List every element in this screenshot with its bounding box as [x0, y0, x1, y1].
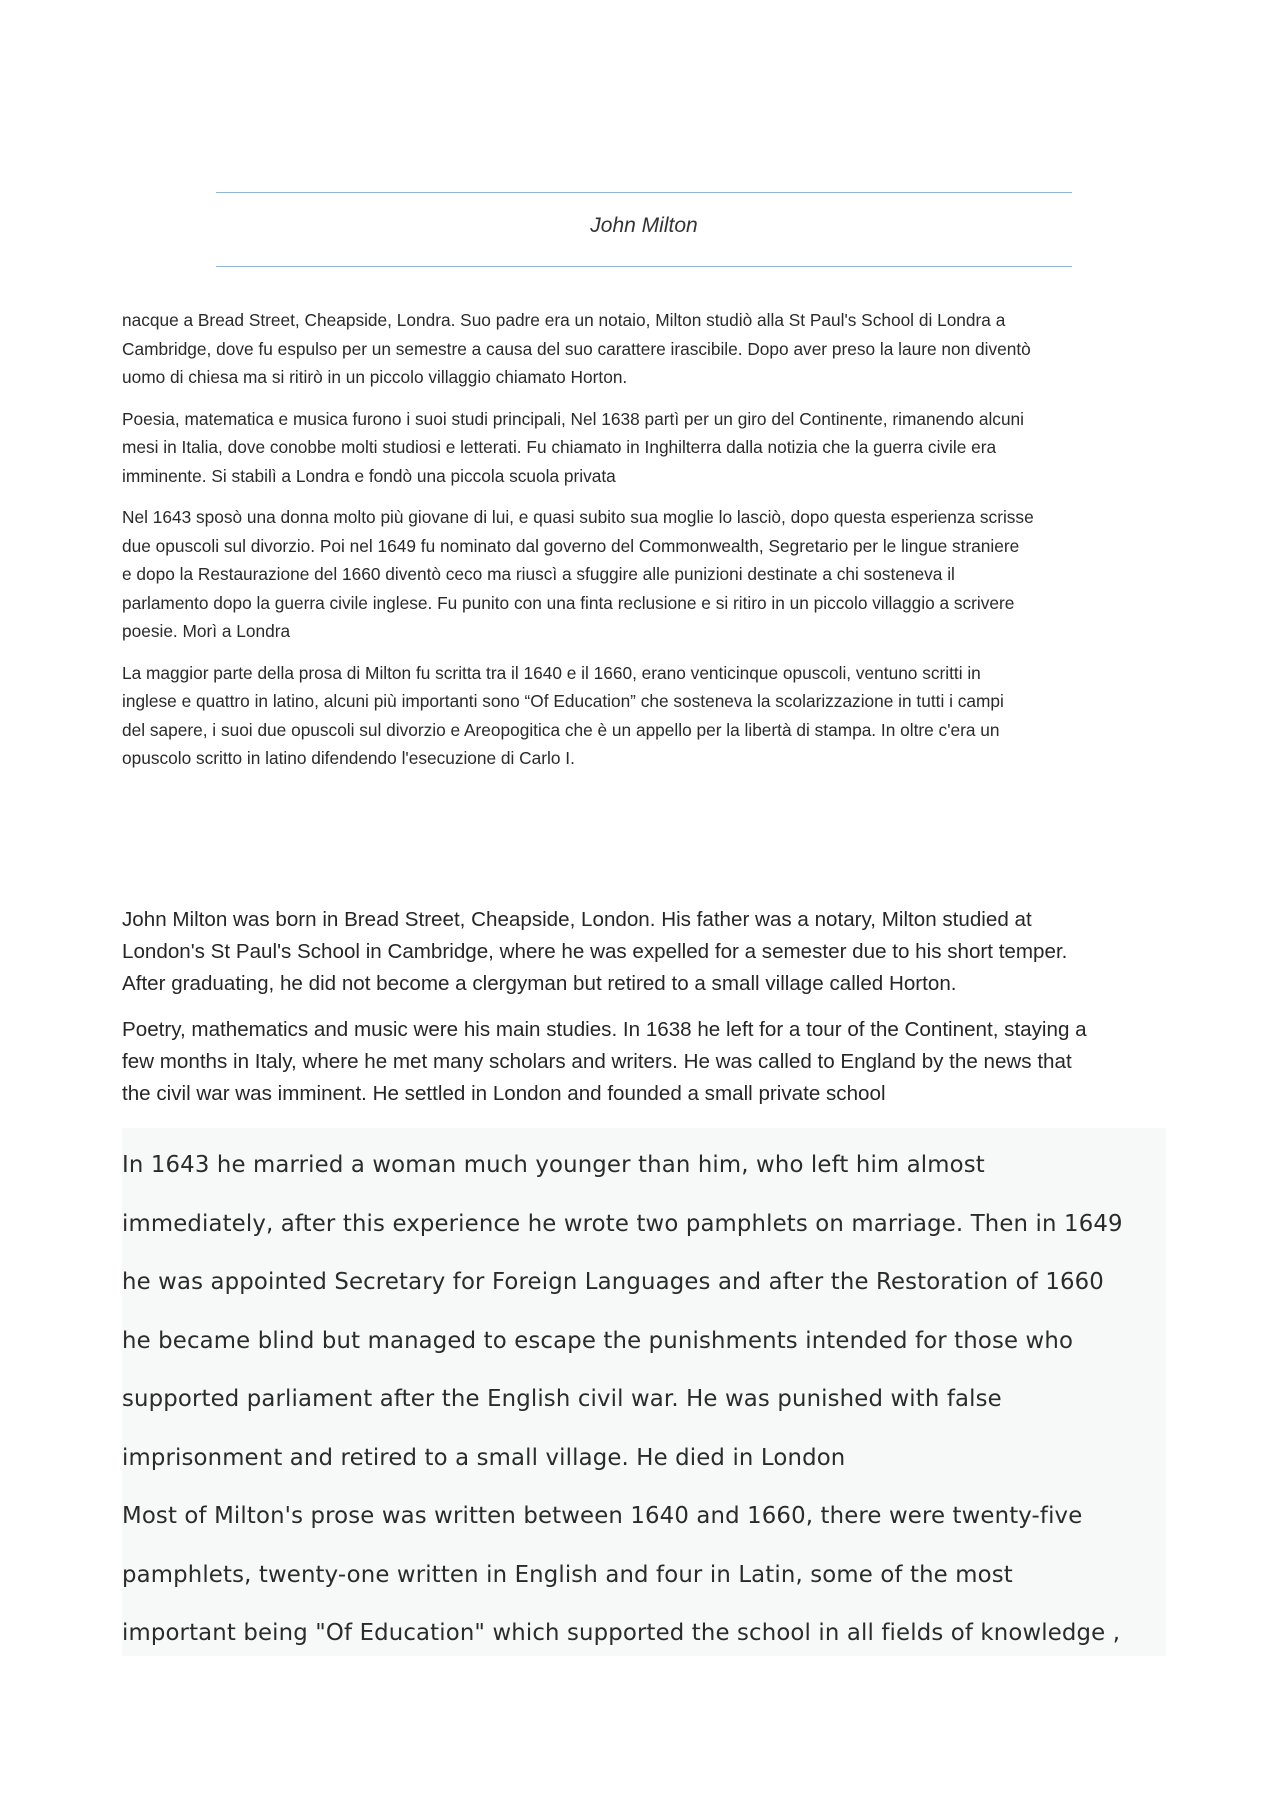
- italian-paragraph: [122, 659, 1172, 773]
- text-line: del sapere, i suoi due opuscoli sul divorzio e Areopogitica che è un appello per la libertà di stampa. In oltre c'era un: [122, 719, 1000, 740]
- text-line: Poesia, matematica e musica furono i suoi studi principali, Nel 1638 partì per un giro del Continente, rimanendo alcuni: [122, 408, 1025, 429]
- english-paragraph: [122, 904, 1172, 1000]
- text-line: imprisonment and retired to a small village. He died in London: [122, 1444, 846, 1471]
- text-line: due opuscoli sul divorzio. Poi nel 1649 fu nominato dal governo del Commonwealth, Segretario per le lingue straniere: [122, 535, 1020, 556]
- shaded-text-block: [122, 1128, 1166, 1656]
- text-line: poesie. Morì a Londra: [122, 621, 291, 641]
- header-rule-bottom: [216, 266, 1072, 267]
- text-line: uomo di chiesa ma si ritirò in un piccolo villaggio chiamato Horton.: [122, 367, 628, 387]
- text-line: the civil war was imminent. He settled in London and founded a small private school: [122, 1082, 886, 1105]
- page-title: John Milton: [590, 214, 698, 237]
- text-line: imminente. Si stabilì a Londra e fondò una piccola scuola privata: [122, 465, 616, 486]
- text-line: mesi in Italia, dove conobbe molti studiosi e letterati. Fu chiamato in Inghilterra dalla notizia che la guerra civile era: [122, 437, 997, 457]
- text-line: supported parliament after the English civil war. He was punished with false: [122, 1386, 1002, 1412]
- text-line: Most of Milton's prose was written between 1640 and 1660, there were twenty-five: [122, 1503, 1083, 1529]
- header-rule-top: [216, 192, 1072, 193]
- text-line: inglese e quattro in latino, alcuni più importanti sono “Of Education” che sosteneva la scolarizzazione in tutti i campi: [122, 691, 1004, 711]
- text-line: pamphlets, twenty-one written in English and four in Latin, some of the most: [122, 1561, 1013, 1588]
- text-line: John Milton was born in Bread Street, Cheapside, London. His father was a notary, Milton studied at: [122, 908, 1032, 931]
- italian-section: [122, 306, 1172, 786]
- text-line: important being "Of Education" which supported the school in all fields of knowledge ,: [122, 1620, 1121, 1646]
- italian-paragraph: [122, 306, 1172, 392]
- english-paragraph: [122, 1014, 1172, 1110]
- text-line: Poetry, mathematics and music were his main studies. In 1638 he left for a tour of the Continent, staying a: [122, 1018, 1087, 1041]
- english-section: [122, 904, 1172, 1124]
- text-line: immediately, after this experience he wrote two pamphlets on marriage. Then in 1649: [122, 1210, 1123, 1237]
- text-line: few months in Italy, where he met many scholars and writers. He was called to England by the news that: [122, 1050, 1072, 1073]
- italian-paragraph: [122, 503, 1172, 646]
- text-line: Nel 1643 sposò una donna molto più giovane di lui, e quasi subito sua moglie lo lasciò, dopo questa esperienza scrisse: [122, 507, 1034, 527]
- text-line: London's St Paul's School in Cambridge, where he was expelled for a semester due to his short temper.: [122, 940, 1068, 963]
- text-line: La maggior parte della prosa di Milton fu scritta tra il 1640 e il 1660, erano venticinque opuscoli, ventuno scritti in: [122, 662, 981, 683]
- text-line: Cambridge, dove fu espulso per un semestre a causa del suo carattere irascibile. Dopo aver preso la laure non diventò: [122, 338, 1031, 359]
- text-line: In 1643 he married a woman much younger than him, who left him almost: [122, 1152, 985, 1178]
- text-line: he became blind but managed to escape the punishments intended for those who: [122, 1327, 1074, 1354]
- shaded-paragraph: [122, 1128, 1166, 1663]
- text-line: After graduating, he did not become a clergyman but retired to a small village called Horton.: [122, 972, 957, 995]
- text-line: e dopo la Restaurazione del 1660 diventò ceco ma riuscì a sfuggire alle punizioni destinate a chi sosteneva il: [122, 564, 955, 584]
- text-line: nacque a Bread Street, Cheapside, Londra. Suo padre era un notaio, Milton studiò alla St Paul's School di Londra a: [122, 310, 1006, 330]
- text-line: he was appointed Secretary for Foreign Languages and after the Restoration of 1660: [122, 1269, 1104, 1295]
- text-line: opuscolo scritto in latino difendendo l'esecuzione di Carlo I.: [122, 748, 575, 768]
- text-line: parlamento dopo la guerra civile inglese. Fu punito con una finta reclusione e si ritiro in un piccolo villaggio a scrivere: [122, 592, 1015, 613]
- italian-paragraph: [122, 405, 1172, 491]
